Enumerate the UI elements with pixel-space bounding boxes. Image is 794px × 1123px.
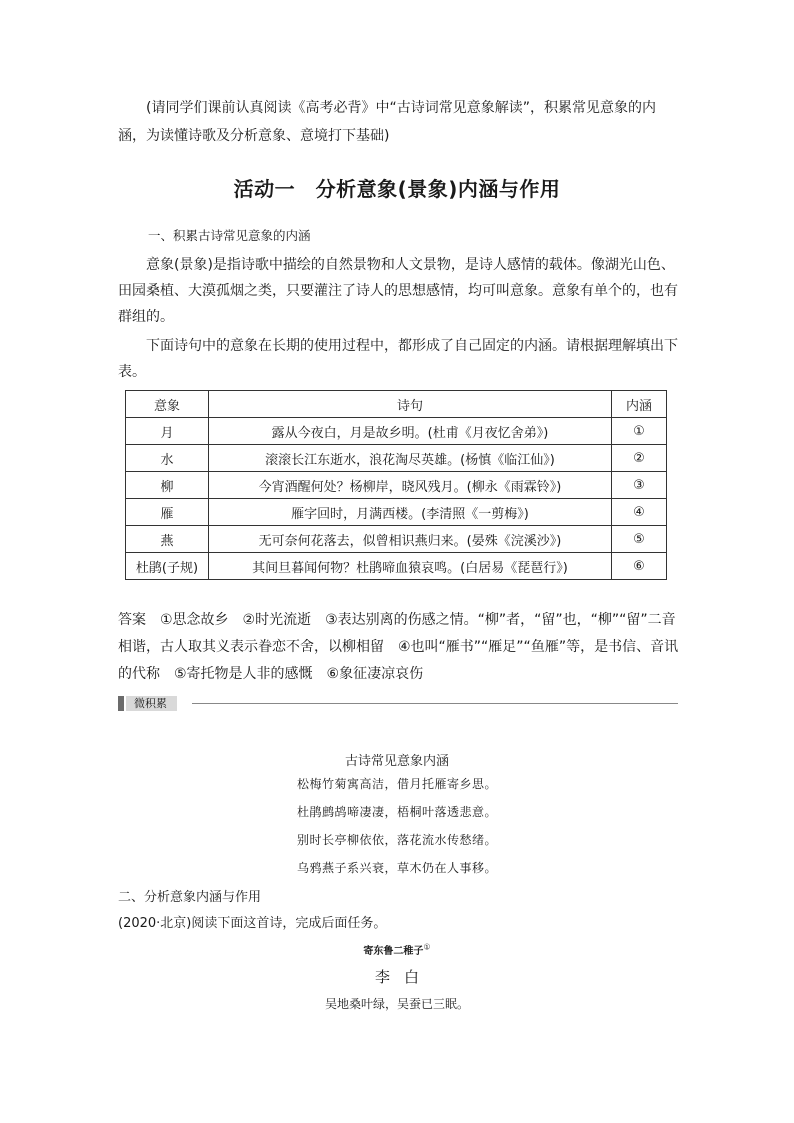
table-row	[126, 472, 667, 499]
table-header-row	[126, 391, 667, 418]
cell-meaning: ③	[612, 472, 667, 499]
cell-line: 露从今夜白，月是故乡明。(杜甫《月夜忆舍弟》)	[209, 418, 612, 445]
section2-heading: 二、分析意象内涵与作用	[118, 890, 262, 905]
cell-meaning: ②	[612, 445, 667, 472]
poem2-line: 吴地桑叶绿，吴蚕已三眠。	[324, 997, 469, 1011]
cell-image: 柳	[126, 472, 209, 499]
footnote-marker: ①	[423, 942, 431, 952]
cell-image: 雁	[126, 499, 209, 526]
poem2-title	[0, 942, 794, 957]
cell-meaning: ⑤	[612, 526, 667, 553]
paragraph-imagery-definition: 意象(景象)是指诗歌中描绘的自然景物和人文景物，是诗人感情的载体。像湖光山色、田园桑植、大漠孤烟之类，只要灌注了诗人的思想感情，均可叫意象。意象有单个的，也有群组的。	[118, 257, 678, 325]
cell-image: 水	[126, 445, 209, 472]
poem2-author: 李白	[374, 968, 433, 986]
paragraph-table-instruction: 下面诗句中的意象在长期的使用过程中，都形成了自己固定的内涵。请根据理解填出下表。	[118, 338, 678, 380]
activity-title: 活动一 分析意象(景象)内涵与作用	[233, 177, 561, 201]
cell-image: 月	[126, 418, 209, 445]
poem-title: 古诗常见意象内涵	[344, 754, 449, 769]
micro-accumulation-tag: 微积累	[126, 696, 177, 711]
cell-line: 雁字回时，月满西楼。(李清照《一剪梅》)	[209, 499, 612, 526]
section1-heading: 一、积累古诗常见意象的内涵	[148, 228, 311, 243]
cell-line: 其间旦暮闻何物？杜鹃啼血猿哀鸣。(白居易《琵琶行》)	[209, 553, 612, 580]
cell-meaning: ④	[612, 499, 667, 526]
answer-text: 答案 ①思念故乡 ②时光流逝 ③表达别离的伤感之情。“柳”者，“留”也，“柳”“留”二音相谐，古人取其义表示眷恋不舍，以柳相留 ④也叫“雁书”“雁足”“鱼雁”等，是书信、音讯的代称 ⑤寄托物是人非的感慨 ⑥象征凄凉哀伤	[118, 612, 679, 682]
header-meaning: 内涵	[612, 391, 667, 418]
table-row	[126, 499, 667, 526]
cell-line: 滚滚长江东逝水，浪花淘尽英雄。(杨慎《临江仙》)	[209, 445, 612, 472]
micro-accumulation-bar	[118, 696, 678, 712]
header-image: 意象	[126, 391, 209, 418]
poem-line: 别时长亭柳依依，落花流水传愁绪。	[296, 833, 497, 847]
table-row	[126, 526, 667, 553]
poem-line: 杜鹃鹧鸪啼凄凄，梧桐叶落透悲意。	[296, 805, 497, 819]
table-row	[126, 445, 667, 472]
intro-note: (请同学们课前认真阅读《高考必背》中“古诗词常见意象解读”，积累常见意象的内涵，为读懂诗歌及分析意象、意境打下基础)	[118, 100, 656, 144]
table-row	[126, 418, 667, 445]
cell-meaning: ⑥	[612, 553, 667, 580]
task-instruction: (2020·北京)阅读下面这首诗，完成后面任务。	[118, 916, 387, 931]
divider-line	[192, 703, 678, 704]
poem-line: 松梅竹菊寓高洁，借月托雁寄乡思。	[296, 777, 497, 791]
poem-line: 乌鸦燕子系兴衰，草木仍在人事移。	[296, 861, 497, 875]
table-row	[126, 553, 667, 580]
imagery-table	[125, 390, 667, 580]
cell-image: 杜鹃(子规)	[126, 553, 209, 580]
poem2-title-text: 寄东鲁二稚子	[363, 946, 424, 957]
cell-meaning: ①	[612, 418, 667, 445]
cell-image: 燕	[126, 526, 209, 553]
header-line: 诗句	[209, 391, 612, 418]
cell-line: 无可奈何花落去，似曾相识燕归来。(晏殊《浣溪沙》)	[209, 526, 612, 553]
cell-line: 今宵酒醒何处？杨柳岸，晓风残月。(柳永《雨霖铃》)	[209, 472, 612, 499]
tag-stub	[118, 696, 124, 711]
